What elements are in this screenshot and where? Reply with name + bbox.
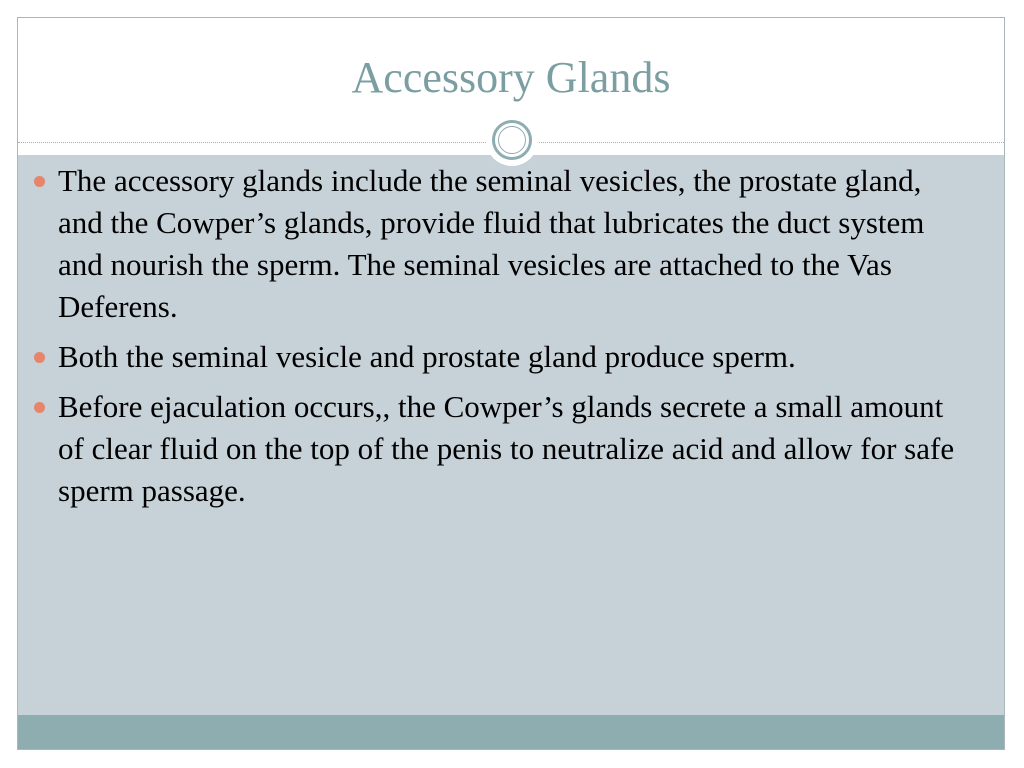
- slide-title: Accessory Glands: [351, 53, 671, 102]
- bullet-text: Both the seminal vesicle and prostate gland produce sperm.: [58, 339, 796, 374]
- bullet-text: The accessory glands include the seminal vesicles, the prostate gland, and the Cowper’s glands, provide fluid that lubricates the duct system and nourish the sperm. The seminal vesicles are attached to the Vas Deferens.: [58, 163, 925, 324]
- bullet-item: [34, 160, 964, 328]
- bullet-list: [34, 160, 964, 520]
- bullet-dot-icon: [34, 402, 45, 413]
- bullet-text: Before ejaculation occurs,, the Cowper’s glands secrete a small amount of clear fluid on the top of the penis to neutralize acid and allow for safe sperm passage.: [58, 389, 955, 508]
- bottom-bar: [18, 715, 1004, 749]
- ring-outer: [492, 120, 532, 160]
- ring-inner: [498, 126, 526, 154]
- circle-ring-icon: [486, 114, 538, 166]
- bullet-item: [34, 386, 964, 512]
- bullet-dot-icon: [34, 352, 45, 363]
- bullet-dot-icon: [34, 176, 45, 187]
- bullet-item: [34, 336, 964, 378]
